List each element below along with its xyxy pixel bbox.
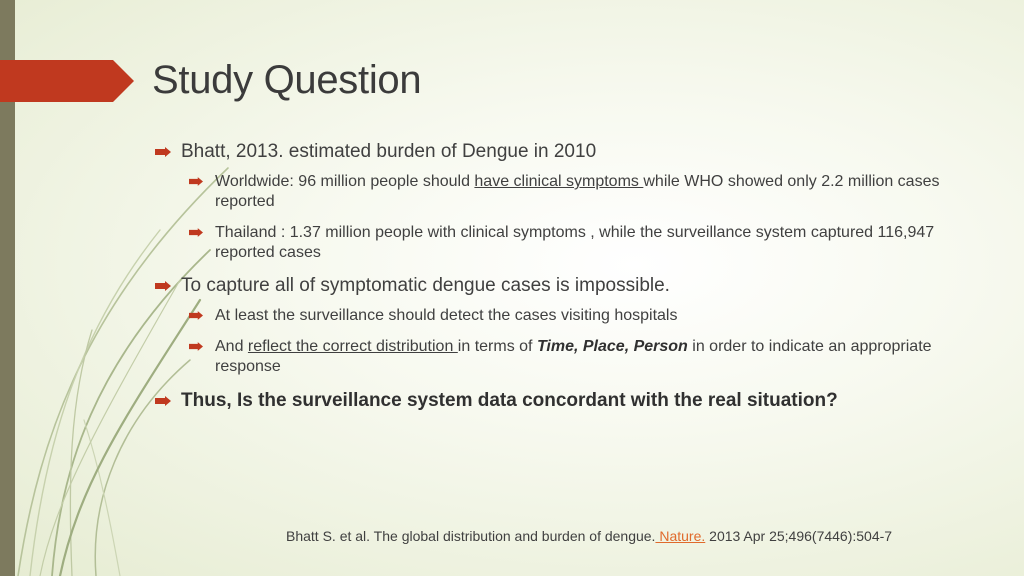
bullet-2-sub-2 [189,337,955,377]
citation-link[interactable]: Nature. [655,528,706,544]
bullet-arrow-icon [189,177,203,186]
bullet-arrow-icon [189,311,203,320]
slide-title: Study Question [152,58,422,102]
citation [286,528,892,544]
bullet-2-sub-1-text: At least the surveillance should detect the cases visiting hospitals [215,307,678,324]
bullet-2-sub-2-underlined: reflect the correct distribution [247,338,458,355]
bullet-1-sub-1-after: while WHO showed only 2.2 million cases reported [215,173,940,210]
bullet-2-sub-2-emphasis: Time, Place, Person [536,338,688,355]
bullet-1-text: Bhatt, 2013. estimated burden of Dengue in 2010 [181,141,597,162]
bullet-arrow-icon [155,281,171,291]
bullet-2-sub-2-before: And [215,338,248,355]
bullet-2-sub-2-after: in order to indicate an appropriate response [215,338,932,375]
bullet-2-sub-2-middle: in terms of [457,338,537,355]
slide-content [155,138,955,413]
bullet-1-sub-1 [189,172,955,212]
bullet-2-sub-1 [189,306,955,326]
citation-details: 2013 Apr 25;496(7446):504-7 [705,528,893,544]
citation-text: Bhatt S. et al. The global distribution and burden of dengue. [286,528,656,544]
bullet-arrow-icon [189,342,203,351]
bullet-arrow-icon [155,396,171,406]
bullet-3 [155,389,955,413]
bullet-1-sub-1-before: Worldwide: 96 million people should [215,173,475,190]
bullet-3-text: Thus, Is the surveillance system data concordant with the real situation? [181,390,838,411]
bullet-arrow-icon [189,228,203,237]
bullet-2 [155,274,955,298]
title-accent-tab [0,60,134,102]
bullet-1-sub-2-text: Thailand : 1.37 million people with clinical symptoms , while the surveillance system captured 116,947 reported cases [215,224,935,261]
bullet-arrow-icon [155,147,171,157]
bullet-1 [155,140,955,164]
bullet-2-text: To capture all of symptomatic dengue cases is impossible. [181,275,670,296]
bullet-1-sub-2 [189,223,955,263]
bullet-1-sub-1-underlined: have clinical symptoms [474,173,644,190]
